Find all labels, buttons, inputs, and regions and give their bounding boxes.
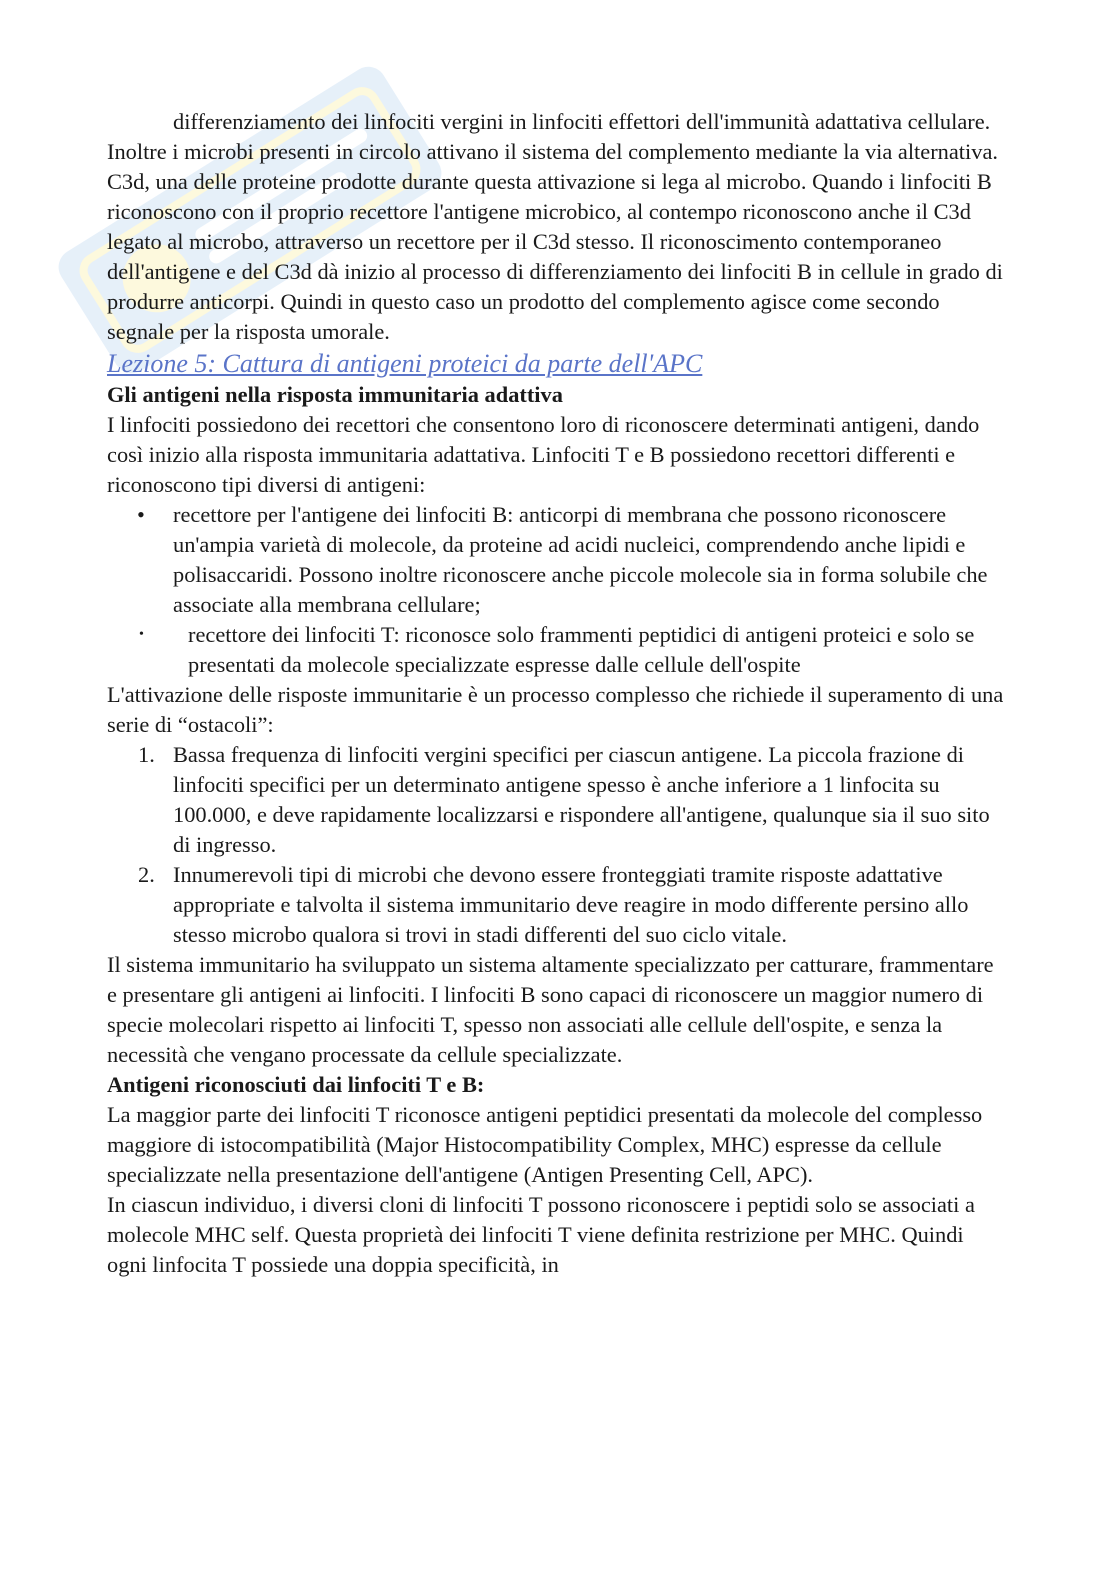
section-heading-antigens-adaptive: Gli antigeni nella risposta immunitaria adattiva <box>107 382 563 407</box>
continued-line: differenziamento dei linfociti vergini in linfociti effettori dell'immunità adattativa cellulare. <box>173 109 991 134</box>
bullet-text: recettore per l'antigene dei linfociti B: anticorpi di membrana che possono riconoscere un'ampia varietà di molecole, da proteine ad acidi nucleici, comprendendo anche lipidi e polisaccaridi. Possono inoltre riconoscere anche piccole molecole sia in forma solubile che associate alla membrana cellulare; <box>173 502 988 617</box>
obstacle-text: Innumerevoli tipi di microbi che devono essere fronteggiati tramite risposte adattative appropriate e talvolta il sistema immunitario deve reagire in modo differente persino allo stesso microbo qualora si trovi in stadi differenti del suo ciclo vitale. <box>173 862 969 947</box>
obstacle-text: Bassa frequenza di linfociti vergini specifici per ciascun antigene. La piccola frazione di linfociti specifici per un determinato antigene spesso è anche inferiore a 1 linfocita su 100.000, e deve rapidamente localizzarsi e rispondere all'antigene, qualunque sia il suo sito di ingresso. <box>173 742 990 857</box>
bullet-item-t-receptor <box>107 620 1007 680</box>
immune-system-paragraph: Il sistema immunitario ha sviluppato un sistema altamente specializzato per catturare, frammentare e presentare gli antigeni ai linfociti. I linfociti B sono capaci di riconoscere un maggior numero di specie molecolari rispetto ai linfociti T, spesso non associati alle cellule dell'ospite, e senza la necessità che vengano processate da cellule specializzate. <box>107 952 994 1067</box>
bullet-item-b-receptor <box>107 500 1007 620</box>
obstacle-item-1 <box>107 740 1007 860</box>
obstacle-item-2 <box>107 860 1007 950</box>
document-page <box>107 107 1007 1280</box>
list-number: 1. <box>138 742 155 767</box>
bullet-icon: • <box>137 502 145 527</box>
obstacles-numbered-list <box>107 740 1007 950</box>
section1-intro: I linfociti possiedono dei recettori che consentono loro di riconoscere determinati antigeni, dando così inizio alla risposta immunitaria adattativa. Linfociti T e B possiedono recettori differenti e riconoscono tipi diversi di antigeni: <box>107 412 980 497</box>
section-heading-t-b-antigens: Antigeni riconosciuti dai linfociti T e B: <box>107 1072 485 1097</box>
lesson-title-link[interactable]: Lezione 5: Cattura di antigeni proteici da parte dell'APC <box>107 349 703 378</box>
mhc-paragraph: La maggior parte dei linfociti T riconosce antigeni peptidici presentati da molecole del complesso maggiore di istocompatibilità (Major Histocompatibility Complex, MHC) espresse da cellule specializzate nella presentazione dell'antigene (Antigen Presenting Cell, APC). <box>107 1102 983 1187</box>
bullet-icon: • <box>139 627 144 642</box>
receptor-bullet-list <box>107 500 1007 680</box>
bullet-text: recettore dei linfociti T: riconosce solo frammenti peptidici di antigeni proteici e solo se presentati da molecole specializzate espresse dalle cellule dell'ospite <box>188 622 975 677</box>
list-number: 2. <box>138 862 155 887</box>
mhc-restriction-paragraph: In ciascun individuo, i diversi cloni di linfociti T possono riconoscere i peptidi solo se associati a molecole MHC self. Questa proprietà dei linfociti T viene definita restrizione per MHC. Quindi ogni linfocita T possiede una doppia specificità, in <box>107 1192 975 1277</box>
complement-paragraph: Inoltre i microbi presenti in circolo attivano il sistema del complemento mediante la via alternativa. C3d, una delle proteine prodotte durante questa attivazione si lega al microbo. Quando i linfociti B riconoscono con il proprio recettore l'antigene microbico, al contempo riconoscono anche il C3d legato al microbo, attraverso un recettore per il C3d stesso. Il riconoscimento contemporaneo dell'antigene e del C3d dà inizio al processo di differenziamento dei linfociti B in cellule in grado di produrre anticorpi. Quindi in questo caso un prodotto del complemento agisce come secondo segnale per la risposta umorale. <box>107 139 1003 344</box>
activation-paragraph: L'attivazione delle risposte immunitarie è un processo complesso che richiede il superamento di una serie di “ostacoli”: <box>107 682 1004 737</box>
